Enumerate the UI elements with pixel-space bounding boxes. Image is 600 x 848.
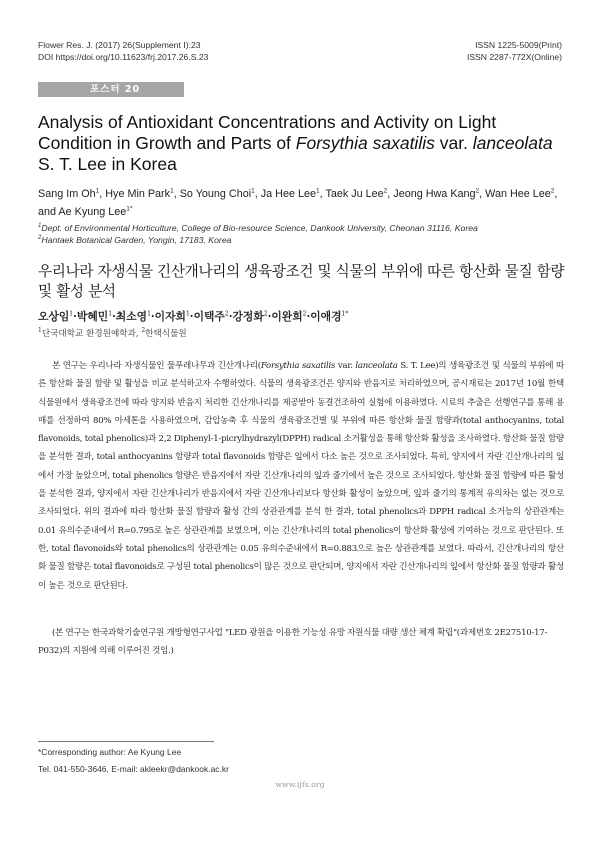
- poster-section-tag: 포스터 20: [38, 82, 184, 97]
- corresponding-footnote: [38, 744, 229, 778]
- ko-author-separator: ·: [267, 310, 272, 323]
- en-author-name: Taek Ju Lee: [325, 188, 384, 200]
- ko-author-affil-mark: 1: [147, 310, 151, 318]
- ko-author-separator: ·: [112, 310, 116, 323]
- en-author-separator: ,: [387, 188, 394, 200]
- corresponding-author: *Corresponding author: Ae Kyung Lee: [38, 747, 182, 757]
- en-author-affil-mark: 2: [383, 187, 388, 195]
- journal-citation: Flower Res. J. (2017) 26(Supplement Ⅰ):23: [38, 40, 201, 50]
- en-author-name: Hye Min Park: [105, 188, 171, 200]
- journal-header: [38, 40, 562, 63]
- ko-author-affil-mark: 2: [302, 310, 307, 318]
- abstract-text: 본 연구는 우리나라 자생식물인 물푸레나무과 긴산개나리(: [52, 361, 261, 371]
- affiliation-mark: 1: [38, 327, 42, 335]
- author-list-en: [38, 186, 564, 221]
- ko-author-separator: ·: [150, 310, 155, 323]
- ko-author-separator: ·: [306, 310, 311, 323]
- doi-link[interactable]: DOI https://doi.org/10.11623/frj.2017.26.S.23: [38, 51, 209, 62]
- ko-author-separator: ·: [228, 310, 233, 323]
- en-author-separator: ,: [254, 188, 261, 200]
- ko-author-separator: ·: [73, 310, 77, 323]
- abstract-variety: lanceolata: [355, 361, 398, 371]
- paper-title-en: [38, 112, 570, 175]
- title-text-end: S. T. Lee in Korea: [38, 154, 177, 174]
- affiliation-list-en: [38, 222, 564, 246]
- en-author-affil-mark: 1: [316, 187, 320, 195]
- en-author-separator: , and: [38, 188, 558, 218]
- page-footer-url[interactable]: www.ijfs.org: [275, 780, 325, 789]
- paper-title-ko: 우리나라 자생식물 긴산개나리의 생육광조건 및 식물의 부위에 따른 항산화 물질 함량 및 활성 분석: [38, 263, 565, 300]
- en-author-affil-mark: 1: [95, 187, 100, 195]
- footnote-divider: [38, 741, 214, 742]
- affiliation-list-ko: [38, 328, 187, 340]
- affiliation-en: [38, 222, 564, 234]
- ko-author-affil-mark: 1*: [341, 310, 349, 318]
- contact-info: Tel. 041-550-3646, E-mail: akleekr@dankook.ac.kr: [38, 764, 230, 774]
- issn-online: ISSN 2287-772X(Online): [466, 51, 562, 62]
- abstract-species: Forsythia saxatilis: [260, 361, 336, 371]
- en-author-affil-mark: 1: [251, 187, 255, 195]
- en-author-name: So Young Choi: [179, 188, 252, 200]
- title-species: Forsythia saxatilis: [295, 133, 435, 153]
- en-author-affil-mark: 2: [550, 187, 555, 195]
- en-author-affil-mark: 1: [170, 187, 174, 195]
- en-author-affil-mark: 1*: [126, 204, 133, 212]
- ko-author-affil-mark: 1: [69, 310, 74, 318]
- ko-author-name: 최소영: [115, 310, 148, 323]
- ko-author-name: 이완희: [271, 310, 303, 323]
- issn-print: ISSN 1225-5009(Print): [475, 40, 562, 50]
- abstract-text-rest: S. T. Lee)의 생육광조건 및 식물의 부위에 따른 항산화 물질 함량 및 활성을 비교 분석하고자 수행하였다. 식물의 생육광조건은 양지와 반음지로 처리하였으며, 공시재료는 2017년 10월 한택식물원에서 생육광조건에 따라 양지와 반음지 처리한 긴산개나리를 제공받아 동결건조하여 실험에 이용하였다. 시료의 추출은 선행연구를 통해 용매를 선정하여 80% 아세톤을 사용하였으며, 감압농축 후 식물의 생육광조건별 및 부위에 따른 항산화 물질 함량과(total anthocyanins, total flavonoids, total phenolics)과 2,2 Diphenyl-1-picrylhydrazyl(DPPH) radical 소거활성을 통해 항산화 활성을 조사하였다. 항산화 물질 함량을 분석한 결과, total anthocyanins 함량과 total flavonoids 함량은 잎에서 다소 높은 것으로 조사되었다. 특히, 양지에서 자란 긴산개나리의 잎에서 가장 높았으며, total phenolics 함량은 반음지에서 자란 긴산개나리의 잎과 줄기에서 높은 것으로 조사되었다. 항산화 물질 함량에 따른 활성을 분석한 결과, 양지에서 자란 긴산개나리가 반음지에서 자란 긴산개나리보다 항산화 활성이 높았으며, 잎과 줄기의 통계적 유의차는 없는 것으로 조사되었다. 위의 결과에 따라 항산화 물질 함량과 활성 간의 상관관계를 분석 한 결과, total phenolics과 DPPH radical 소거능의 상관관계는 0.01 유의수준내에서 R=0.795로 높은 상관관계를 보였으며, 이는 긴산개나리의 total phenolics이 항산화 활성에 기여하는 것으로 판단된다. 또한, total flavonoids와 total phenolics의 상관관계는 0.05 유의수준내에서 R=0.883으로 높은 상관관계를 보였다. 따라서, 긴산개나리의 항산화 물질 함량은 total flavonoids로 구성된 total phenolics이 많은 것으로 판단되며, 양지에서 자란 긴산개나리의 잎에서 항산화 물질 함량과 활성이 높은 것으로 판단된다.: [38, 361, 564, 591]
- title-variety: lanceolata: [472, 133, 553, 153]
- ko-author-affil-mark: 1: [108, 310, 113, 318]
- ko-author-affil-mark: 1: [185, 310, 190, 318]
- title-var: var.: [434, 133, 473, 153]
- en-author-affil-mark: 2: [475, 187, 480, 195]
- ko-author-separator: ·: [189, 310, 194, 323]
- acknowledgement: (본 연구는 한국과학기술연구원 개방형연구사업 "LED 광원을 이용한 기능성 유망 자원식물 대량 생산 체계 확립"(과제번호 2E27510-17-P032)의 지원에 의해 이루어진 것임.): [38, 628, 548, 656]
- en-author-separator: ,: [319, 188, 326, 200]
- affiliation-text: 한택식물원: [145, 329, 187, 339]
- en-author-name: Wan Hee Lee: [485, 188, 551, 200]
- abstract-body: [38, 357, 564, 595]
- ko-author-name: 이애경: [310, 310, 342, 323]
- affiliation-mark: 2: [38, 235, 42, 242]
- en-author-separator: ,: [99, 188, 106, 200]
- title-text: Analysis of Antioxidant Concentrations and Activity on Light Condition in Growth and Parts of: [38, 112, 497, 153]
- affiliation-mark: 1: [38, 223, 42, 230]
- ko-author-name: 이자희: [154, 310, 186, 323]
- affiliation-mark: 2: [141, 327, 146, 335]
- ko-author-name: 박혜민: [76, 310, 109, 323]
- ko-author-name: 오상임: [38, 310, 70, 323]
- en-author-name: Jeong Hwa Kang: [393, 188, 476, 200]
- affiliation-text: Hantaek Botanical Garden, Yongin, 17183, Korea: [41, 235, 232, 245]
- en-author-name: Sang Im Oh: [38, 188, 96, 200]
- en-author-name: Ja Hee Lee: [260, 188, 316, 200]
- en-author-separator: ,: [479, 188, 486, 200]
- affiliation-en: [38, 234, 564, 246]
- ko-author-affil-mark: 2: [224, 310, 229, 318]
- ko-author-affil-mark: 2: [263, 310, 268, 318]
- abstract-var: var.: [335, 361, 356, 371]
- ko-author-name: 강정화: [232, 310, 264, 323]
- ko-author-name: 이택주: [193, 310, 225, 323]
- affiliation-text: Dept. of Environmental Horticulture, College of Bio-resource Science, Dankook University, Cheonan 31116, Korea: [41, 223, 478, 233]
- en-author-name: Ae Kyung Lee: [58, 205, 127, 218]
- en-author-separator: ,: [173, 188, 180, 200]
- author-list-ko: [38, 310, 348, 324]
- affiliation-text: 단국대학교 환경원예학과,: [41, 329, 142, 339]
